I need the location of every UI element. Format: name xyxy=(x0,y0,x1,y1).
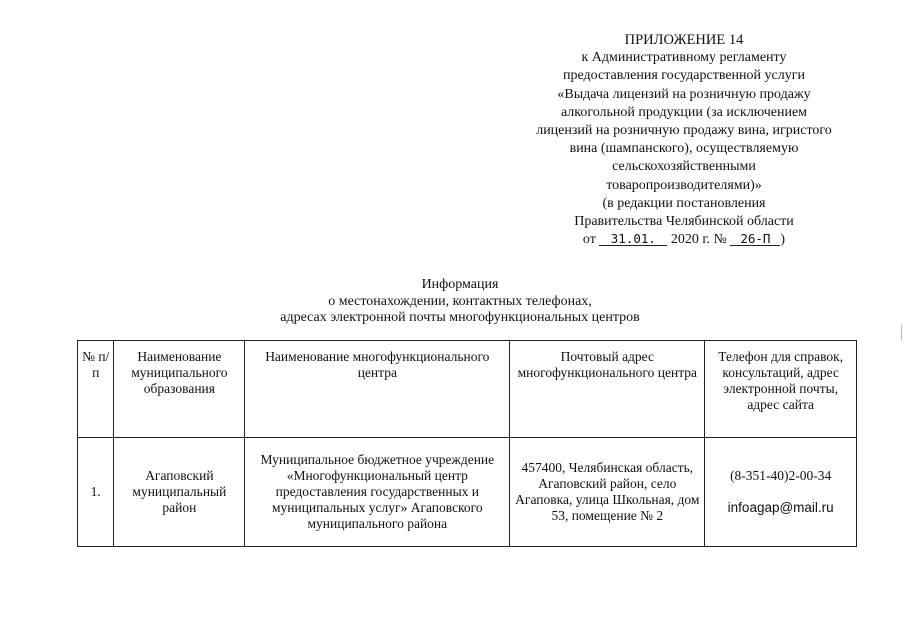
header-contacts: Телефон для справок, консультаций, адрес электронной почты, адрес сайта xyxy=(705,341,857,438)
closing-bracket: ) xyxy=(780,232,786,248)
mfc-table xyxy=(77,340,857,547)
appendix-title: ПРИЛОЖЕНИЕ 14 xyxy=(624,32,744,48)
appendix-line: (в редакции постановления xyxy=(602,195,766,211)
appendix-line: предоставления государственной услуги xyxy=(563,68,805,84)
date-prefix: от xyxy=(582,232,596,248)
table-header-row xyxy=(78,341,857,438)
appendix-line: товаропроизводителями)» xyxy=(606,177,762,193)
resolution-number: 26-П xyxy=(730,232,780,246)
appendix-line: «Выдача лицензий на розничную продажу xyxy=(557,86,811,102)
scan-edge-mark xyxy=(901,325,902,341)
appendix-line: Правительства Челябинской области xyxy=(574,214,794,230)
appendix-header xyxy=(508,31,860,249)
header-municipality: Наименование муниципального образования xyxy=(114,341,245,438)
table-row xyxy=(78,438,857,547)
header-number: № п/п xyxy=(78,341,114,438)
header-center: Наименование многофункционального центра xyxy=(245,341,510,438)
header-address: Почтовый адрес многофункционального центра xyxy=(510,341,705,438)
appendix-line: вина (шампанского), осуществляемую xyxy=(569,141,799,157)
appendix-line: сельскохозяйственными xyxy=(612,159,756,175)
cell-address: 457400, Челябинская область, Агаповский район, село Агаповка, улица Школьная, дом 53, помещение № 2 xyxy=(510,438,705,547)
cell-number: 1. xyxy=(78,438,114,547)
heading-title: Информация xyxy=(421,277,499,292)
resolution-date: 31.01. xyxy=(599,232,667,246)
cell-center: Муниципальное бюджетное учреждение «Многофункциональный центр предоставления государственных и муниципальных услуг» Агаповского муниципального района xyxy=(245,438,510,547)
heading-line: о местонахождении, контактных телефонах, xyxy=(328,293,592,309)
appendix-line: алкогольной продукции (за исключением xyxy=(560,104,808,120)
cell-municipality: Агаповский муниципальный район xyxy=(114,438,245,547)
appendix-line: к Административному регламенту xyxy=(581,50,787,66)
cell-contacts xyxy=(705,438,857,547)
year-text: 2020 г. № xyxy=(670,232,727,248)
heading-line: адресах электронной почты многофункциональных центров xyxy=(280,310,640,325)
appendix-line: лицензий на розничную продажу вина, игристого xyxy=(536,123,832,139)
phone-number: (8-351-40)2-00-34 xyxy=(730,468,832,483)
email-address: infoagap@mail.ru xyxy=(727,500,834,515)
document-heading xyxy=(230,277,690,327)
resolution-date-line xyxy=(508,231,860,249)
